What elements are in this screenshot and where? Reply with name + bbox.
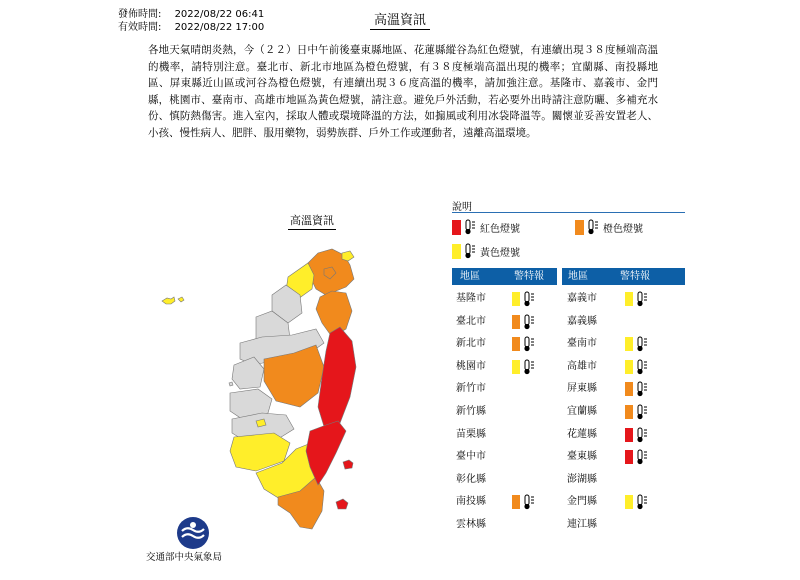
legend-label-yellow: 黃色燈號	[480, 247, 520, 259]
alert-level-swatch	[512, 292, 520, 306]
legend-item-orange	[575, 219, 643, 235]
thermometer-icon	[635, 427, 652, 443]
thermometer-icon	[522, 336, 539, 352]
thermometer-icon	[522, 359, 539, 375]
region-row	[456, 426, 510, 444]
thermometer-icon	[635, 404, 652, 420]
yilan-region	[316, 291, 352, 337]
legend-label-red: 紅色燈號	[480, 223, 520, 235]
col-region-left: 地區	[460, 271, 480, 282]
agency-name: 交通部中央氣象局	[146, 552, 223, 563]
region-name: 澎湖縣	[567, 473, 597, 485]
valid-time: 2022/08/22 17:00	[174, 22, 265, 33]
region-row	[456, 403, 510, 421]
thermometer-icon	[463, 243, 477, 259]
orchid-island	[336, 499, 348, 509]
thermometer-icon	[635, 359, 652, 375]
region-row	[567, 313, 621, 331]
alert-level-swatch	[625, 360, 633, 374]
description-text: 各地天氣晴朗炎熱，今（２２）日中午前後臺東縣地區、花蓮縣縱谷為紅色燈號，有連續出現３８度極端高溫的機率，請特別注意。臺北市、新北市地區為橙色燈號，有３８度極端高溫出現的機率；宜蘭縣、南投縣地區、屏東縣近山區或河谷為橙色燈號，有連續出現３６度高溫的機率，請加強注意。基隆市、嘉義市、金門縣，桃園市、臺南市、高雄市地區為黃色燈號，請注意。避免戶外活動，若必要外出時請注意防曬、多補充水份、慎防熱傷害。進入室內，採取人體或環境降溫的方法，如搧風或利用冰袋降溫等。關懷並妥善安置老人、小孩、慢性病人、肥胖、服用藥物，弱勢族群、戶外工作或運動者，遠離高溫環境。	[148, 44, 658, 139]
region-row	[456, 448, 510, 466]
legend-title: 說明	[452, 202, 472, 213]
region-row	[567, 335, 652, 353]
alert-level-swatch	[625, 382, 633, 396]
region-name: 新北市	[456, 338, 486, 350]
region-row	[456, 335, 539, 353]
kinmen-region	[162, 297, 175, 304]
keelung-region	[342, 251, 354, 261]
region-name: 高雄市	[567, 360, 597, 372]
thermometer-icon	[522, 314, 539, 330]
alert-level-swatch	[625, 337, 633, 351]
region-name: 臺北市	[456, 315, 486, 327]
green-island	[343, 460, 353, 469]
alert-level-swatch	[625, 428, 633, 442]
thermometer-icon	[635, 381, 652, 397]
region-row	[567, 448, 652, 466]
region-row	[456, 380, 510, 398]
legend-item-yellow	[452, 243, 520, 259]
region-row	[567, 471, 621, 489]
region-name: 花蓮縣	[567, 428, 597, 440]
region-name: 南投縣	[456, 496, 486, 508]
region-row	[567, 380, 652, 398]
region-name: 彰化縣	[456, 473, 486, 485]
region-row	[456, 358, 539, 376]
penghu-islet	[229, 382, 233, 386]
alert-level-swatch	[512, 360, 520, 374]
valid-label: 有效時間:	[118, 22, 162, 33]
thermometer-icon	[635, 449, 652, 465]
alert-level-swatch	[625, 450, 633, 464]
col-alert-left: 警特報	[514, 271, 544, 282]
issued-time: 2022/08/22 06:41	[174, 9, 265, 20]
region-name: 新竹縣	[456, 406, 486, 417]
alert-level-swatch	[512, 337, 520, 351]
table-header-right	[562, 268, 685, 285]
region-row	[567, 516, 621, 534]
thermometer-icon	[635, 291, 652, 307]
orange-swatch	[575, 220, 584, 235]
region-name: 嘉義市	[567, 293, 597, 304]
cwb-logo-icon	[176, 516, 210, 550]
thermometer-icon	[522, 291, 539, 307]
taiwan-map	[160, 225, 380, 530]
region-row	[567, 403, 652, 421]
table-header-left	[452, 268, 557, 285]
col-alert-right: 警特報	[620, 271, 650, 282]
col-region-right: 地區	[568, 271, 588, 282]
region-row	[456, 313, 539, 331]
region-name: 連江縣	[567, 519, 597, 530]
thermometer-icon	[522, 494, 539, 510]
issued-label: 發佈時間:	[118, 9, 162, 20]
region-name: 臺南市	[567, 338, 597, 350]
region-row	[456, 493, 539, 511]
region-name: 金門縣	[567, 496, 597, 508]
region-name: 嘉義縣	[567, 315, 597, 327]
thermometer-icon	[463, 219, 477, 235]
thermometer-icon	[635, 336, 652, 352]
region-name: 新竹市	[456, 383, 486, 395]
legend-item-red	[452, 219, 520, 235]
kinmen-islet	[178, 297, 184, 302]
region-name: 雲林縣	[456, 519, 486, 530]
region-row	[456, 516, 510, 534]
alert-level-swatch	[512, 495, 520, 509]
region-name: 宜蘭縣	[567, 406, 597, 417]
yellow-swatch	[452, 244, 461, 259]
page-title: 高溫資訊	[0, 9, 800, 28]
region-name: 臺東縣	[567, 451, 597, 463]
region-row	[567, 358, 652, 376]
alert-level-swatch	[512, 315, 520, 329]
region-name: 基隆市	[456, 293, 486, 304]
region-row	[567, 426, 652, 444]
region-row	[567, 290, 652, 308]
thermometer-icon	[586, 219, 600, 235]
map-title: 高溫資訊	[272, 212, 352, 228]
legend-label-orange: 橙色燈號	[603, 223, 643, 235]
thermometer-icon	[635, 494, 652, 510]
region-name: 臺中市	[456, 451, 486, 463]
alert-level-swatch	[625, 495, 633, 509]
region-name: 苗栗縣	[456, 428, 486, 440]
region-row	[567, 493, 652, 511]
region-row	[456, 471, 510, 489]
alert-level-swatch	[625, 405, 633, 419]
alert-level-swatch	[625, 292, 633, 306]
region-row	[456, 290, 539, 308]
red-swatch	[452, 220, 461, 235]
region-name: 桃園市	[456, 360, 486, 372]
legend-divider	[452, 212, 685, 213]
region-name: 屏東縣	[567, 383, 597, 395]
